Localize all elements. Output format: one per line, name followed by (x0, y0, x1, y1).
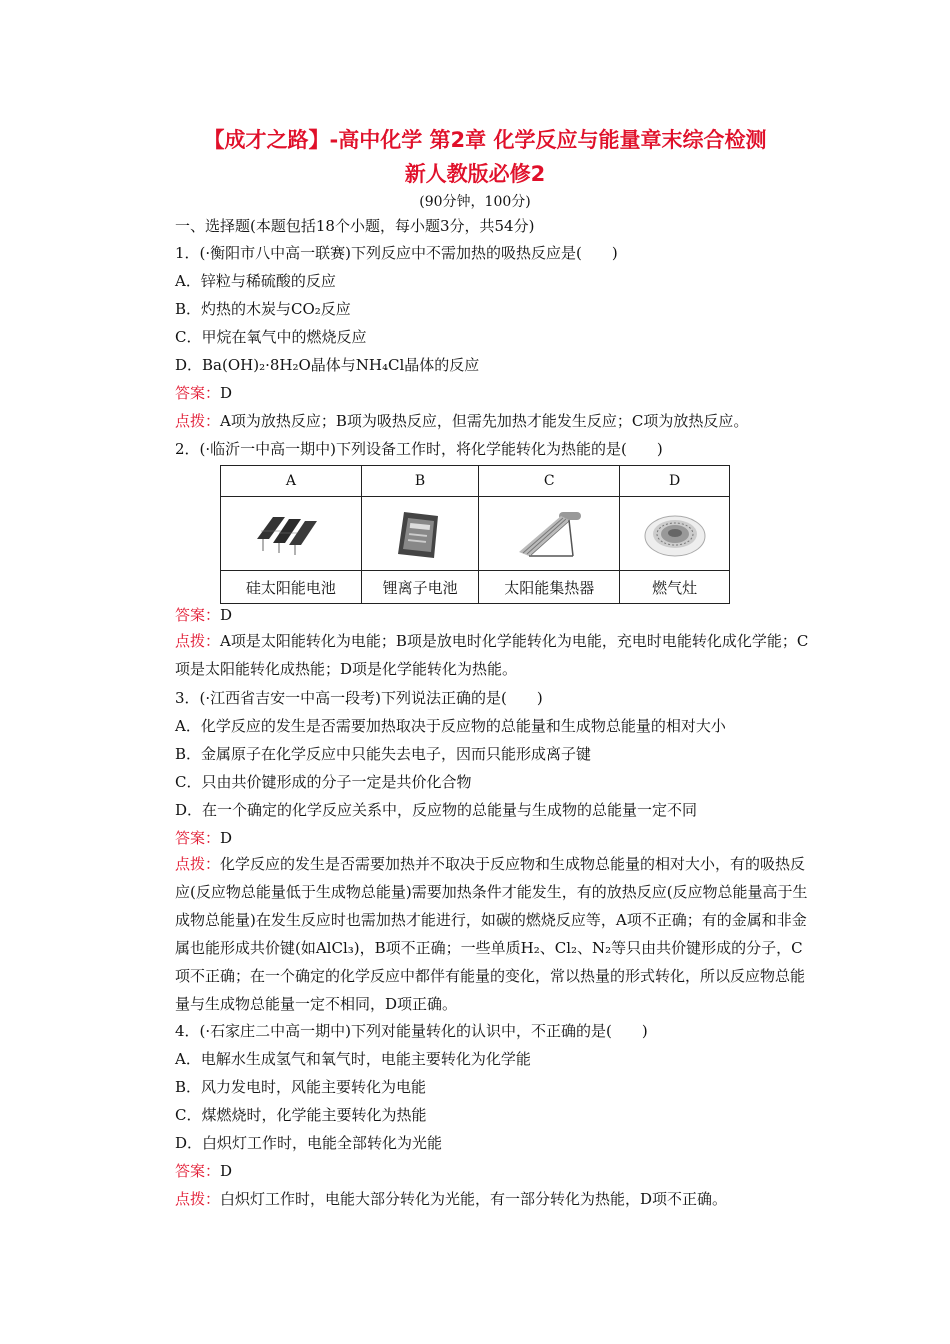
q3-stem: 3．(·江西省吉安一中高一段考)下列说法正确的是( ) (175, 689, 543, 707)
q3-hint (145, 850, 813, 1018)
hint-label: 点拨： (175, 412, 221, 430)
answer-label: 答案： (175, 384, 221, 402)
answer-label: 答案： (175, 829, 221, 847)
device-name-d: 燃气灶 (620, 571, 730, 604)
q3-option-d: D．在一个确定的化学反应关系中，反应物的总能量与生成物的总能量一定不同 (175, 801, 698, 819)
table-name-row (221, 571, 730, 604)
hint-text: A项为放热反应；B项为吸热反应，但需先加热才能发生反应；C项为放热反应。 (220, 412, 749, 430)
q3-option-c: C．只由共价键形成的分子一定是共价化合物 (175, 773, 472, 791)
device-name-a: 硅太阳能电池 (221, 571, 362, 604)
answer-value: D (220, 384, 233, 402)
header-c: C (479, 466, 620, 497)
q4-hint (175, 1189, 727, 1209)
answer-value: D (220, 606, 233, 624)
solar-panel-icon (251, 509, 331, 559)
time-score-note: (90分钟，100分) (419, 194, 531, 210)
hint-label: 点拨： (175, 1190, 221, 1208)
q2-answer (175, 605, 232, 625)
hint-text: 化学反应的发生是否需要加热并不取决于反应物和生成物总能量的相对大小，有的吸热反应(反应物总能量低于生成物总能量)需要加热条件才能发生，有的放热反应(反应物总能量高于生成物总能量)在发生反应时也需加热才能进行，如碳的燃烧反应等，A项不正确；有的金属和非金属也能形成共价键(如AlCl₃)，B项不正确；一些单质H₂、Cl₂、N₂等只由共价键形成的分子，C项不正确；在一个确定的化学反应中都伴有能量的变化，常以热量的形式转化，所以反应物总能量与生成物总能量一定不相同，D项正确。 (175, 855, 808, 1013)
table-image-row (221, 497, 730, 571)
hint-text: 白炽灯工作时，电能大部分转化为光能，有一部分转化为热能，D项不正确。 (220, 1190, 728, 1208)
device-name-b: 锂离子电池 (361, 571, 479, 604)
q4-option-a: A．电解水生成氢气和氧气时，电能主要转化为化学能 (175, 1050, 531, 1068)
section-heading: 一、选择题(本题包括18个小题，每小题3分，共54分) (175, 217, 535, 235)
q1-stem: 1．(·衡阳市八中高一联赛)下列反应中不需加热的吸热反应是( ) (175, 244, 618, 262)
q1-hint (175, 411, 748, 431)
hint-text: A项是太阳能转化为电能；B项是放电时化学能转化为电能，充电时电能转化成化学能；C项是太阳能转化成热能；D项是化学能转化为热能。 (175, 632, 809, 678)
q1-option-d: D．Ba(OH)₂·8H₂O晶体与NH₄Cl晶体的反应 (175, 356, 480, 374)
q4-stem: 4．(·石家庄二中高一期中)下列对能量转化的认识中，不正确的是( ) (175, 1022, 648, 1040)
answer-value: D (220, 829, 233, 847)
q4-option-d: D．白炽灯工作时，电能全部转化为光能 (175, 1134, 443, 1152)
device-name-c: 太阳能集热器 (479, 571, 620, 604)
answer-label: 答案： (175, 606, 221, 624)
solar-water-heater-icon (509, 506, 589, 562)
q3-option-a: A．化学反应的发生是否需要加热取决于反应物的总能量和生成物总能量的相对大小 (175, 717, 726, 735)
hint-label: 点拨： (175, 855, 221, 873)
q4-option-c: C．煤燃烧时，化学能主要转化为热能 (175, 1106, 427, 1124)
q1-option-a: A．锌粒与稀硫酸的反应 (175, 272, 336, 290)
q4-option-b: B．风力发电时，风能主要转化为电能 (175, 1078, 427, 1096)
gas-stove-icon (640, 506, 710, 562)
header-d: D (620, 466, 730, 497)
q1-answer (175, 383, 232, 403)
answer-label: 答案： (175, 1162, 221, 1180)
header-a: A (221, 466, 362, 497)
lithium-battery-icon (390, 506, 450, 562)
table-header-row (221, 466, 730, 497)
q3-answer (175, 828, 232, 848)
doc-title-line2: 新人教版必修2 (404, 162, 546, 186)
answer-value: D (220, 1162, 233, 1180)
header-b: B (361, 466, 479, 497)
q4-answer (175, 1161, 232, 1181)
q3-option-b: B．金属原子在化学反应中只能失去电子，因而只能形成离子键 (175, 745, 592, 763)
q2-stem: 2．(·临沂一中高一期中)下列设备工作时，将化学能转化为热能的是( ) (175, 440, 663, 458)
hint-label: 点拨： (175, 632, 221, 650)
doc-title-line1: 【成才之路】-高中化学 第2章 化学反应与能量章末综合检测 (203, 128, 767, 152)
q1-option-c: C．甲烷在氧气中的燃烧反应 (175, 328, 367, 346)
q1-option-b: B．灼热的木炭与CO₂反应 (175, 300, 351, 318)
q2-hint (145, 627, 813, 683)
q2-device-table (220, 465, 730, 604)
